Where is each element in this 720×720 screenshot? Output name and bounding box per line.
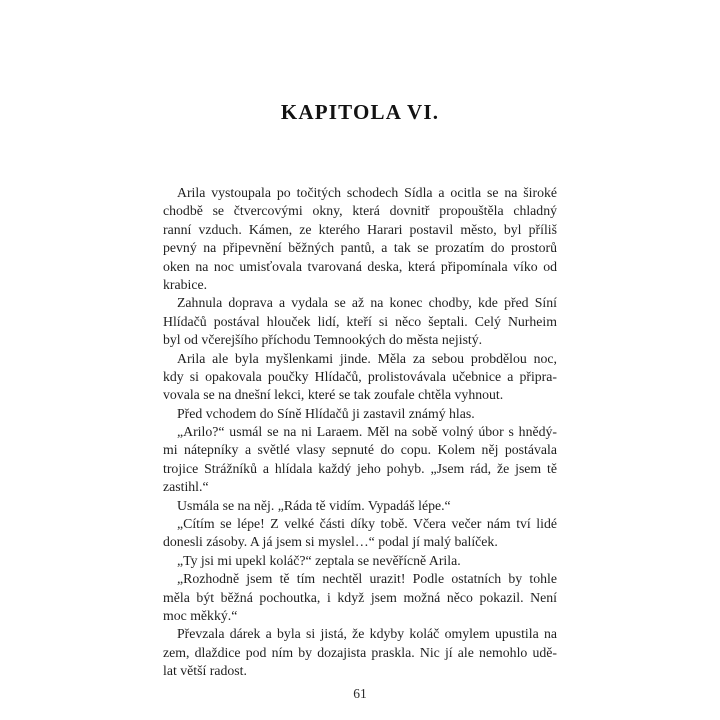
- text-line: chodbě se čtvercovými okny, která dovnitř propouštěla chladný: [163, 203, 557, 219]
- text-line: vovala se na dnešní lekci, které se tak zoufale chtěla vyhnout.: [163, 387, 504, 403]
- text-line: Převzala dárek a byla si jistá, že kdyby koláč omylem upustila na: [177, 626, 557, 642]
- text-line: Usmála se na něj. „Ráda tě vidím. Vypadáš lépe.“: [177, 497, 451, 513]
- text-line: moc měkký.“: [163, 607, 238, 623]
- text-line: byl od včerejšího příchodu Temnookých do města nejistý.: [163, 332, 483, 348]
- text-line: „Arilo?“ usmál se na ni Laraem. Měl na sobě volný úbor s hnědý-: [177, 424, 557, 440]
- text-line: pevný na připevnění běžných pantů, a tak se prozatím do prostorů: [163, 240, 557, 256]
- text-line: Arila vystoupala po točitých schodech Sídla a ocitla se na široké: [177, 185, 557, 200]
- text-line: Arila ale byla myšlenkami jinde. Měla za sebou probdělou noc,: [177, 350, 557, 366]
- text-line: Hlídačů postával hlouček lidí, kteří si něco šeptali. Celý Nurheim: [163, 313, 557, 329]
- text-line: krabice.: [163, 276, 208, 292]
- text-line: „Ty jsi mi upekl koláč?“ zeptala se nevěřícně Arila.: [177, 552, 461, 568]
- text-line: trojice Strážníků a hlídala každý jeho pohyb. „Jsem rád, že jsem tě: [163, 460, 557, 476]
- text-line: mi nátepníky a světlé vlasy sepnuté do copu. Kolem něj postávala: [163, 442, 557, 458]
- body-text: [163, 184, 557, 681]
- text-line: Zahnula doprava a vydala se až na konec chodby, kde před Síní: [177, 295, 557, 311]
- chapter-title: KAPITOLA VI.: [280, 100, 440, 124]
- text-line: měla být běžná pochoutka, i když jsem možná něco pokazil. Není: [163, 589, 557, 605]
- text-line: donesli zásoby. A já jsem si myslel…“ podal jí malý balíček.: [163, 534, 498, 550]
- text-line: zastihl.“: [163, 479, 209, 495]
- text-line: oken na noc umisťovala tvarovaná deska, která připomínala víko od: [163, 258, 557, 274]
- text-line: Před vchodem do Síně Hlídačů ji zastavil známý hlas.: [177, 405, 475, 421]
- text-line: „Cítím se lépe! Z velké části díky tobě. Včera večer nám tví lidé: [177, 516, 557, 532]
- text-line: lat větší radost.: [163, 663, 247, 679]
- text-line: kdy si opakovala poučky Hlídačů, prolistovávala učebnice a připra-: [163, 368, 557, 384]
- text-line: ranní vzduch. Kámen, ze kterého Harari postavil město, byl příliš: [163, 221, 557, 237]
- page-number: 61: [353, 686, 367, 701]
- text-line: zem, dlaždice pod ním by dozajista praskla. Nic jí ale nemohlo udě-: [163, 644, 557, 660]
- text-line: „Rozhodně jsem tě tím nechtěl urazit! Podle ostatních by tohle: [177, 571, 557, 587]
